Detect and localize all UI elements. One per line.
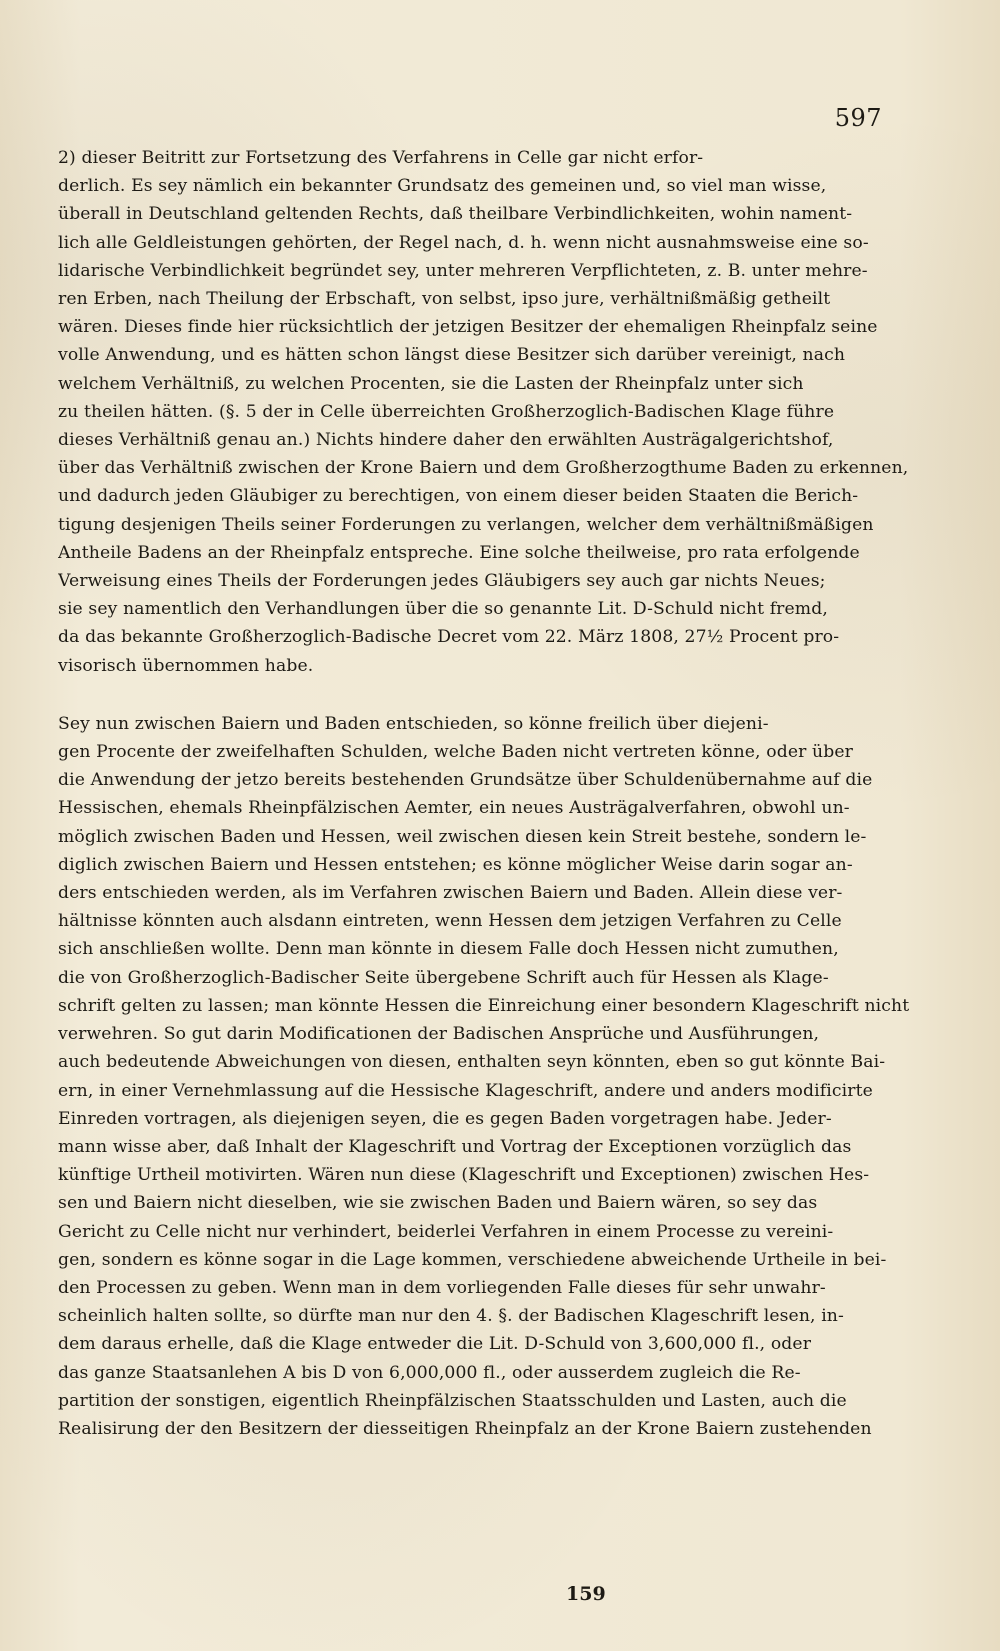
text-line: sie sey namentlich den Verhandlungen über die so genannte Lit. D-Schuld nicht fremd, [58, 599, 828, 620]
text-line: zu theilen hätten. (§. 5 der in Celle überreichten Großherzoglich-Badischen Klage führe [58, 401, 835, 422]
text-line: partition der sonstigen, eigentlich Rheinpfälzischen Staatsschulden und Lasten, auch die [58, 1390, 847, 1411]
text-line: überall in Deutschland geltenden Rechts, daß theilbare Verbindlichkeiten, wohin nament- [58, 204, 853, 225]
text-line: lich alle Geldleistungen gehörten, der Regel nach, d. h. wenn nicht ausnahmsweise eine so- [58, 232, 869, 253]
text-line: diglich zwischen Baiern und Hessen entstehen; es könne möglicher Weise darin sogar an- [58, 854, 853, 875]
text-line: die von Großherzoglich-Badischer Seite übergebene Schrift auch für Hessen als Klage- [58, 967, 829, 988]
text-line: den Processen zu geben. Wenn man in dem vorliegenden Falle dieses für sehr unwahr- [58, 1277, 826, 1298]
text-line: tigung desjenigen Theils seiner Forderungen zu verlangen, welcher dem verhältnißmäßigen [58, 514, 874, 535]
text-line: ders entschieden werden, als im Verfahren zwischen Baiern und Baden. Allein diese ver- [58, 883, 843, 904]
text-line: auch bedeutende Abweichungen von diesen, enthalten seyn könnten, eben so gut könnte Bai- [58, 1052, 886, 1073]
text-line: ren Erben, nach Theilung der Erbschaft, von selbst, ipso jure, verhältnißmäßig getheilt [58, 289, 831, 310]
text-line: die Anwendung der jetzo bereits bestehenden Grundsätze über Schuldenübernahme auf die [58, 770, 873, 791]
text-line: Hessischen, ehemals Rheinpfälzischen Aemter, ein neues Austrägalverfahren, obwohl un- [58, 798, 850, 819]
paragraph-2 [58, 710, 930, 1443]
text-line: Einreden vortragen, als diejenigen seyen, die es gegen Baden vorgetragen habe. Jeder- [58, 1108, 832, 1129]
text-line: und dadurch jeden Gläubiger zu berechtigen, von einem dieser beiden Staaten die Berich- [58, 486, 859, 507]
text-line: dem daraus erhelle, daß die Klage entweder die Lit. D-Schuld von 3,600,000 fl., oder [58, 1334, 812, 1355]
page-number-bottom: 159 [566, 1583, 606, 1605]
text-line: Verweisung eines Theils der Forderungen jedes Gläubigers sey auch gar nichts Neues; [58, 571, 826, 592]
text-line: möglich zwischen Baden und Hessen, weil zwischen diesen kein Streit bestehe, sondern le- [58, 826, 867, 847]
text-line: welchem Verhältniß, zu welchen Procenten, sie die Lasten der Rheinpfalz unter sich [58, 373, 804, 394]
text-line: verwehren. So gut darin Modificationen der Badischen Ansprüche und Ausführungen, [58, 1024, 820, 1045]
text-line: hältnisse könnten auch alsdann eintreten, wenn Hessen dem jetzigen Verfahren zu Celle [58, 911, 842, 932]
text-line: da das bekannte Großherzoglich-Badische Decret vom 22. März 1808, 27½ Procent pro- [58, 627, 840, 648]
text-line: über das Verhältniß zwischen der Krone Baiern und dem Großherzogthume Baden zu erkennen, [58, 458, 909, 479]
text-line: das ganze Staatsanlehen A bis D von 6,000,000 fl., oder ausserdem zugleich die Re- [58, 1362, 801, 1383]
text-line: Sey nun zwischen Baiern und Baden entschieden, so könne freilich über diejeni- [58, 713, 769, 734]
text-line: Gericht zu Celle nicht nur verhindert, beiderlei Verfahren in einem Processe zu vereini- [58, 1221, 834, 1242]
text-line: Realisirung der den Besitzern der diesseitigen Rheinpfalz an der Krone Baiern zustehenden [58, 1418, 872, 1439]
text-line: mann wisse aber, daß Inhalt der Klageschrift und Vortrag der Exceptionen vorzüglich das [58, 1136, 852, 1157]
text-line: gen, sondern es könne sogar in die Lage kommen, verschiedene abweichende Urtheile in bei- [58, 1249, 887, 1270]
text-line: derlich. Es sey nämlich ein bekannter Grundsatz des gemeinen und, so viel man wisse, [58, 176, 827, 197]
text-line: wären. Dieses finde hier rücksichtlich der jetzigen Besitzer der ehemaligen Rheinpfalz seine [58, 317, 878, 338]
text-line: ern, in einer Vernehmlassung auf die Hessische Klageschrift, andere und anders modificirte [58, 1080, 873, 1101]
paragraph-1 [58, 144, 930, 680]
text-line: lidarische Verbindlichkeit begründet sey, unter mehreren Verpflichteten, z. B. unter mehre- [58, 260, 868, 281]
text-line: gen Procente der zweifelhaften Schulden, welche Baden nicht vertreten könne, oder über [58, 742, 853, 763]
body-text [58, 144, 930, 1443]
text-line: Antheile Badens an der Rheinpfalz entspreche. Eine solche theilweise, pro rata erfolgende [58, 542, 860, 563]
text-line: visorisch übernommen habe. [58, 655, 314, 676]
text-line: künftige Urtheil motivirten. Wären nun diese (Klageschrift und Exceptionen) zwischen Hes- [58, 1165, 870, 1186]
text-line: schrift gelten zu lassen; man könnte Hessen die Einreichung einer besondern Klageschrift nicht [58, 995, 910, 1016]
text-line: dieses Verhältniß genau an.) Nichts hindere daher den erwählten Austrägalgerichtshof, [58, 430, 834, 451]
text-line: volle Anwendung, und es hätten schon längst diese Besitzer sich darüber vereinigt, nach [58, 345, 846, 366]
text-line: sich anschließen wollte. Denn man könnte in diesem Falle doch Hessen nicht zumuthen, [58, 939, 839, 960]
text-line: scheinlich halten sollte, so dürfte man nur den 4. §. der Badischen Klageschrift lesen, in- [58, 1306, 844, 1327]
text-line: 2) dieser Beitritt zur Fortsetzung des Verfahrens in Celle gar nicht erfor- [58, 148, 704, 168]
page-number-top: 597 [834, 104, 882, 132]
text-line: sen und Baiern nicht dieselben, wie sie zwischen Baden und Baiern wären, so sey das [58, 1193, 818, 1214]
